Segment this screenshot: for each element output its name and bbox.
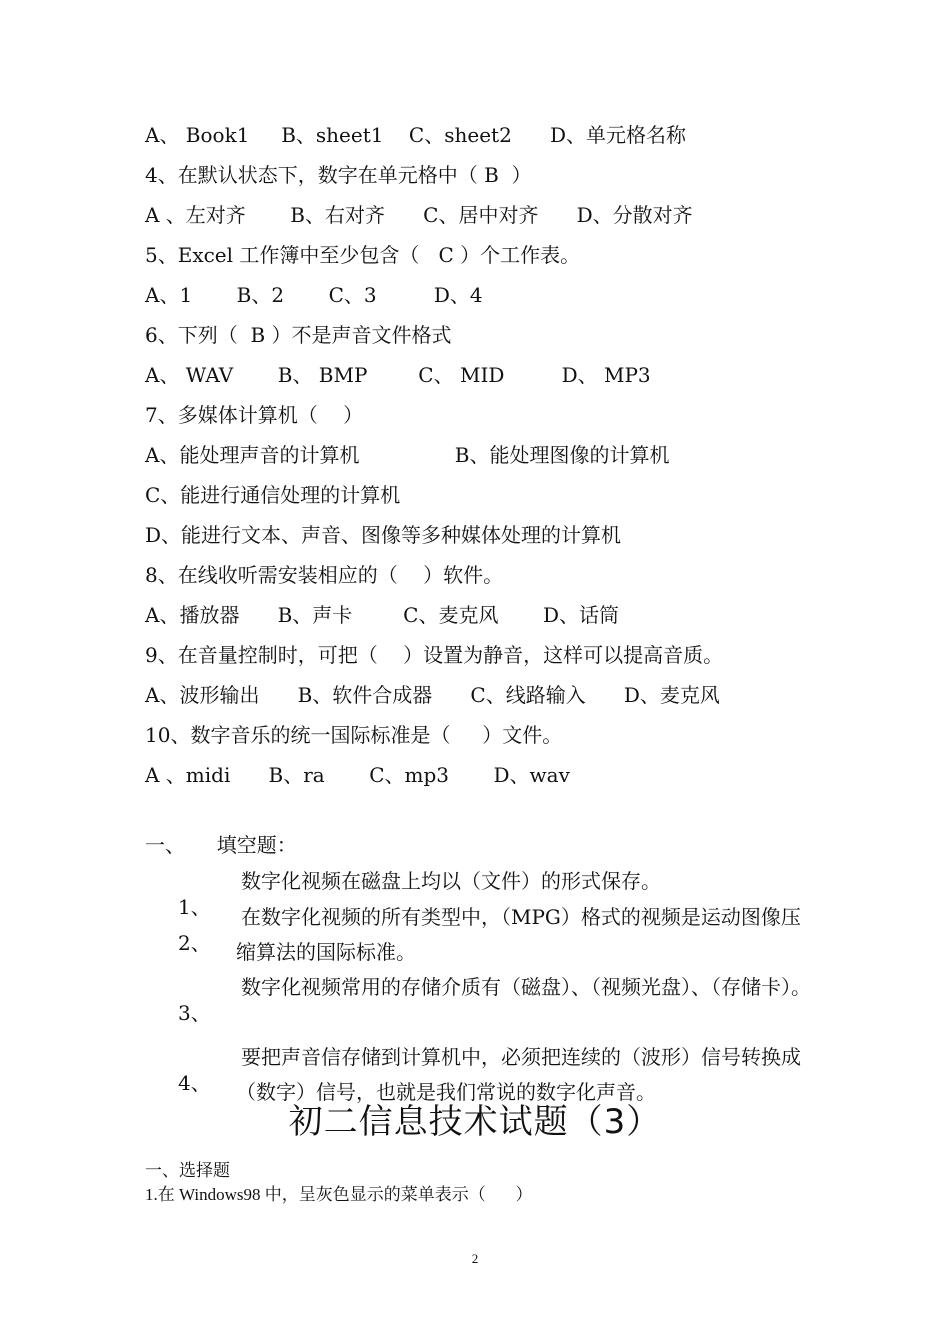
fill-section-heading: 一、 填空题： (145, 833, 297, 857)
question-line: 4、在默认状态下，数字在单元格中（ B ） (145, 163, 532, 187)
question-line: 8、在线收听需安装相应的（ ）软件。 (145, 563, 504, 587)
question-line: 10、数字音乐的统一国际标准是（ ）文件。 (145, 723, 563, 747)
choice-line: A、能处理声音的计算机 B、能处理图像的计算机 (145, 443, 670, 467)
fill-item-text: 在数字化视频的所有类型中，（MPG）格式的视频是运动图像压缩算法的国际标准。 (236, 905, 801, 964)
test-title: 初二信息技术试题（3） (288, 1102, 662, 1142)
choice-line: A、 Book1 B、sheet1 C、sheet2 D、单元格名称 (145, 123, 686, 147)
choice-line: A 、左对齐 B、右对齐 C、居中对齐 D、分散对齐 (145, 203, 693, 227)
question-line: 1.在 Windows98 中，呈灰色显示的菜单表示（ ） (145, 1185, 533, 1204)
fill-item-number: 1、 (178, 895, 211, 919)
fill-item-text: 数字化视频常用的存储介质有（磁盘）、（视频光盘）、（存储卡）。 (241, 975, 811, 999)
choice-line: D、能进行文本、声音、图像等多种媒体处理的计算机 (145, 523, 622, 547)
fill-item (0, 904, 950, 976)
question-line: 9、在音量控制时，可把（ ）设置为静音，这样可以提高音质。 (145, 643, 724, 667)
question-line: 7、多媒体计算机（ ） (145, 403, 364, 427)
fill-item-text: 要把声音信存储到计算机中，必须把连续的（波形）信号转换成（数字）信号，也就是我们常说的数字化声音。 (236, 1045, 801, 1104)
choice-line: A、 WAV B、 BMP C、 MID D、 MP3 (145, 363, 651, 387)
choice-line: C、能进行通信处理的计算机 (145, 483, 401, 507)
fill-item-number: 3、 (178, 1001, 211, 1025)
question-line: 5、Excel 工作簿中至少包含（ C ）个工作表。 (145, 243, 581, 267)
fill-item-number: 4、 (178, 1071, 211, 1095)
page-number: 2 (471, 1251, 479, 1266)
fill-item (0, 974, 950, 1046)
choice-line: A、播放器 B、声卡 C、麦克风 D、话筒 (145, 603, 619, 627)
question-line: 6、下列（ B ）不是声音文件格式 (145, 323, 452, 347)
choice-line: A、波形输出 B、软件合成器 C、线路输入 D、麦克风 (145, 683, 720, 707)
section-heading: 一、选择题 (145, 1161, 230, 1180)
choice-line: A、1 B、2 C、3 D、4 (145, 283, 483, 307)
choice-line: A 、midi B、ra C、mp3 D、wav (145, 763, 570, 787)
fill-item-number: 2、 (178, 931, 211, 955)
fill-item-text: 数字化视频在磁盘上均以（文件）的形式保存。 (241, 869, 661, 893)
